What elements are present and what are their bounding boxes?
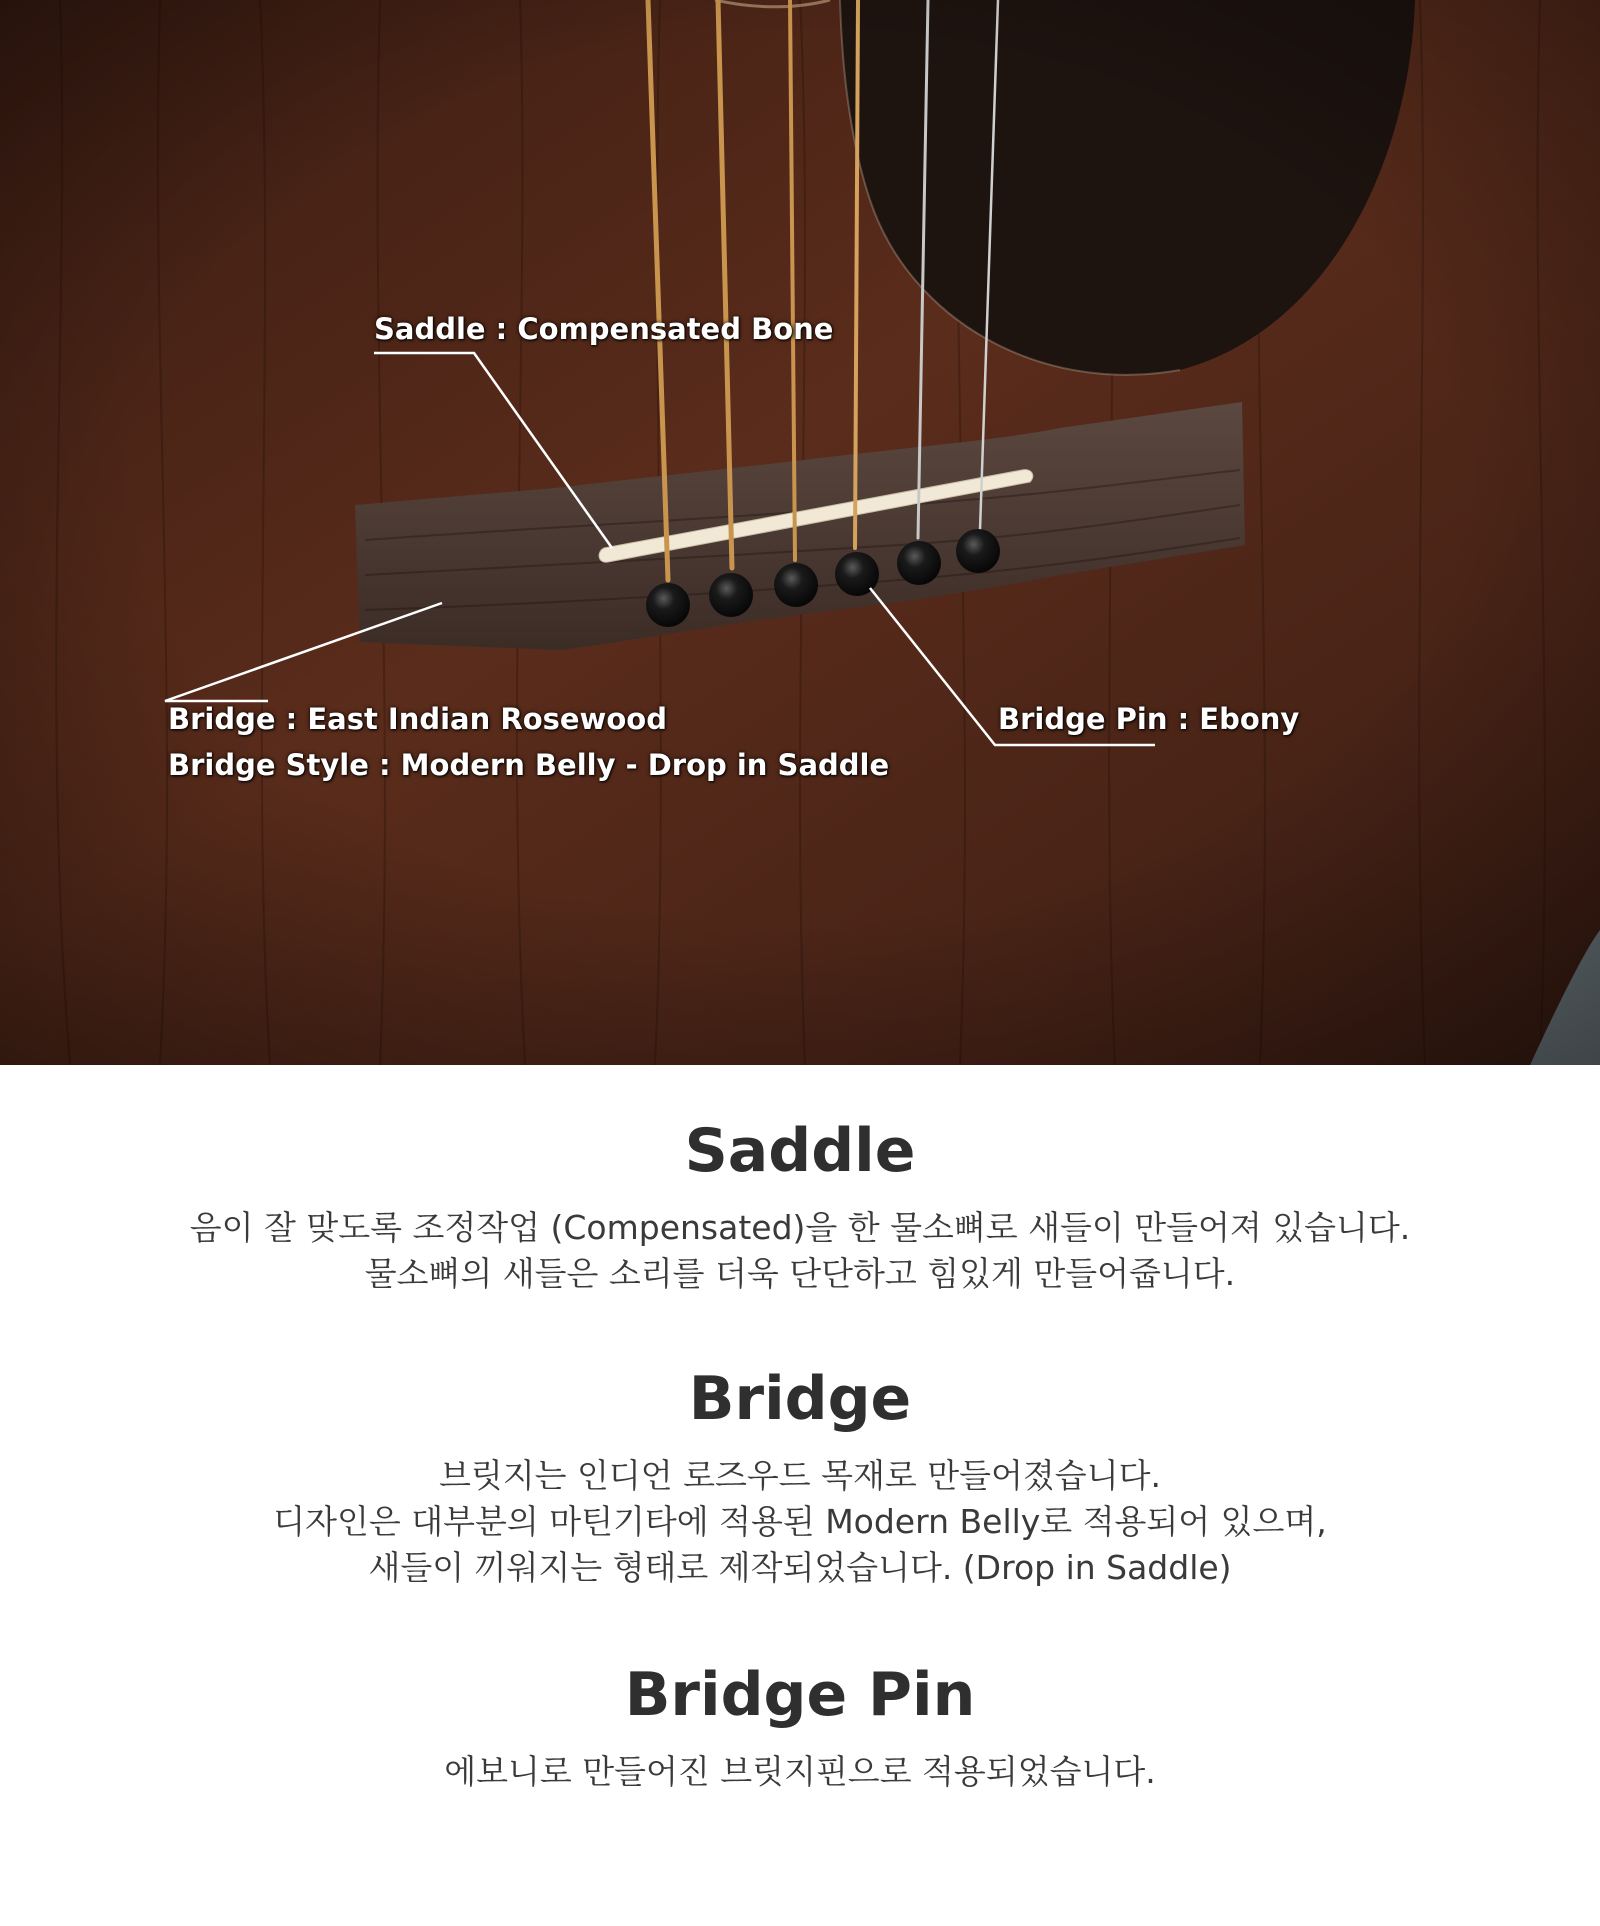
saddle-callout: Saddle : Compensated Bone (374, 312, 834, 346)
bridge-style-callout: Bridge Style : Modern Belly - Drop in Saddle (168, 748, 890, 782)
description-area (0, 1065, 1600, 1926)
bridge-callout: Bridge : East Indian Rosewood (168, 702, 667, 736)
section-text-line: 디자인은 대부분의 마틴기타에 적용된 Modern Belly로 적용되어 있으며, (273, 1502, 1327, 1541)
section-text-line: 에보니로 만들어진 브릿지핀으로 적용되었습니다. (444, 1752, 1156, 1791)
saddle-section (0, 1115, 1600, 1297)
section-text-line: 음이 잘 맞도록 조정작업 (Compensated)을 한 물소뼈로 새들이 만들어져 있습니다. (189, 1208, 1411, 1247)
section-text-line: 물소뼈의 새들은 소리를 더욱 단단하고 힘있게 만들어줍니다. (364, 1254, 1236, 1293)
bridge-section (0, 1363, 1600, 1591)
section-title: Bridge Pin (624, 1660, 976, 1730)
section-text-line: 새들이 끼워지는 형태로 제작되었습니다. (Drop in Saddle) (368, 1548, 1232, 1587)
bridge-pin-section (0, 1659, 1600, 1795)
section-text-line: 브릿지는 인디언 로즈우드 목재로 만들어졌습니다. (439, 1456, 1161, 1495)
section-title: Bridge (688, 1364, 912, 1434)
bridge-pin-callout: Bridge Pin : Ebony (998, 702, 1300, 736)
section-title: Saddle (684, 1116, 916, 1186)
